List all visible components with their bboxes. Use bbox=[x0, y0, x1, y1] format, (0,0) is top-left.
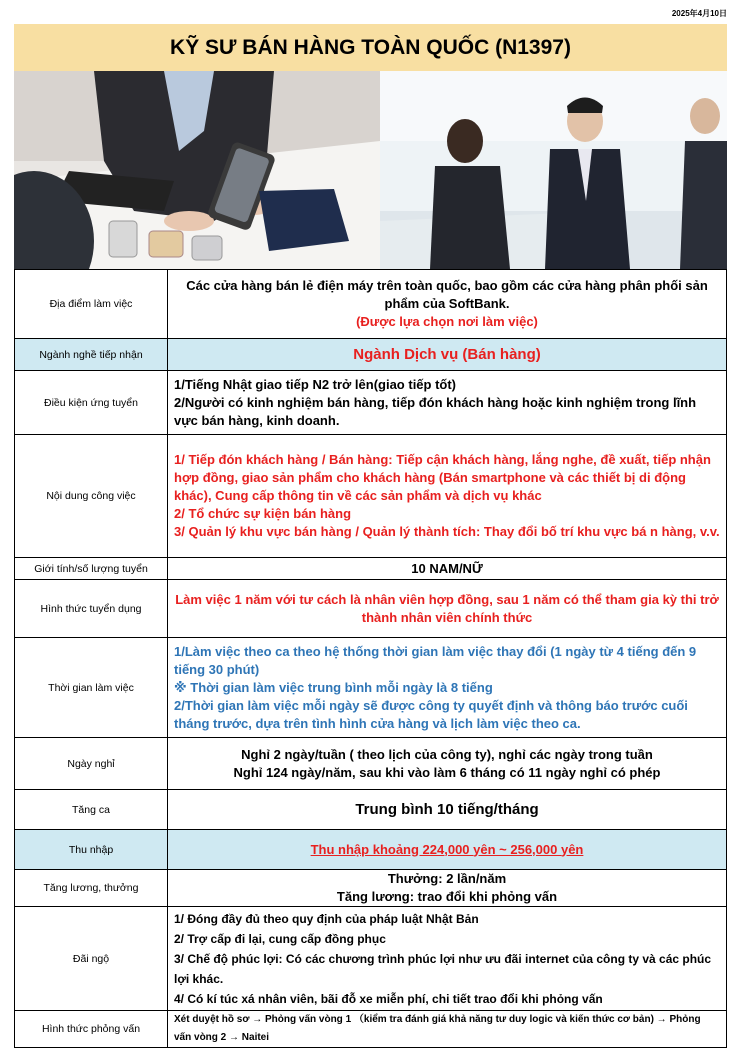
row-raise bbox=[15, 870, 727, 907]
label-hours: Thời gian làm việc bbox=[15, 638, 168, 738]
label-raise: Tăng lương, thưởng bbox=[15, 870, 168, 907]
value-raise: Thưởng: 2 lần/năm Tăng lương: trao đổi khi phỏng vấn bbox=[168, 870, 727, 907]
row-income bbox=[15, 830, 727, 870]
row-duties bbox=[15, 435, 727, 558]
row-holidays bbox=[15, 738, 727, 790]
value-holidays: Nghỉ 2 ngày/tuần ( theo lịch của công ty), nghỉ các ngày trong tuần Nghỉ 124 ngày/năm, sau khi vào làm 6 tháng có 11 ngày nghỉ có phép bbox=[168, 738, 727, 790]
label-industry: Ngành nghề tiếp nhận bbox=[15, 339, 168, 371]
value-industry: Ngành Dịch vụ (Bán hàng) bbox=[168, 339, 727, 371]
value-overtime: Trung bình 10 tiếng/tháng bbox=[168, 790, 727, 830]
label-interview: Hình thức phỏng vấn bbox=[15, 1011, 168, 1048]
value-income: Thu nhập khoảng 224,000 yên ~ 256,000 yên bbox=[168, 830, 727, 870]
label-overtime: Tăng ca bbox=[15, 790, 168, 830]
row-overtime bbox=[15, 790, 727, 830]
label-requirements: Điều kiện ứng tuyển bbox=[15, 371, 168, 435]
document-date: 2025年4月10日 bbox=[671, 9, 727, 18]
row-gender bbox=[15, 558, 727, 580]
row-benefits bbox=[15, 907, 727, 1011]
label-gender: Giới tính/số lượng tuyển bbox=[15, 558, 168, 580]
value-hiring: Làm việc 1 năm với tư cách là nhân viên hợp đồng, sau 1 năm có thể tham gia kỳ thi trở thành nhân viên chính thức bbox=[168, 580, 727, 638]
job-info-table bbox=[14, 269, 727, 1048]
value-interview: Xét duyệt hồ sơ → Phỏng vấn vòng 1 （kiểm tra đánh giá khả năng tư duy logic và kiến thức cơ bản) → Phỏng vấn vòng 2 → Naitei bbox=[168, 1011, 727, 1048]
row-industry bbox=[15, 339, 727, 371]
row-location bbox=[15, 270, 727, 339]
label-duties: Nội dung công việc bbox=[15, 435, 168, 558]
row-hiring bbox=[15, 580, 727, 638]
label-benefits: Đãi ngộ bbox=[15, 907, 168, 1011]
row-interview bbox=[15, 1011, 727, 1048]
value-location: Các cửa hàng bán lẻ điện máy trên toàn quốc, bao gồm các cửa hàng phân phối sản phẩm của SoftBank. (Được lựa chọn nơi làm việc) bbox=[168, 270, 727, 339]
photo-phone-demo bbox=[14, 71, 380, 269]
photo-shop-meeting bbox=[380, 71, 727, 269]
value-gender: 10 NAM/NỮ bbox=[168, 558, 727, 580]
row-requirements bbox=[15, 371, 727, 435]
page-title: KỸ SƯ BÁN HÀNG TOÀN QUỐC (N1397) bbox=[14, 24, 727, 71]
value-requirements: 1/Tiếng Nhật giao tiếp N2 trở lên(giao tiếp tốt) 2/Người có kinh nghiệm bán hàng, tiếp đón khách hàng hoặc kinh nghiệm trong lĩnh vực bán hàng, kinh doanh. bbox=[168, 371, 727, 435]
value-hours: 1/Làm việc theo ca theo hệ thống thời gian làm việc thay đổi (1 ngày từ 4 tiếng đến 9 tiếng 30 phút) ※ Thời gian làm việc trung bình mỗi ngày là 8 tiếng 2/Thời gian làm việc mỗi ngày sẽ được công ty quyết định và thông báo trước cuối tháng trước, dựa trên tình hình cửa hàng và lịch làm việc theo ca. bbox=[168, 638, 727, 738]
value-benefits: 1/ Đóng đầy đủ theo quy định của pháp luật Nhật Bản 2/ Trợ cấp đi lại, cung cấp đồng phục 3/ Chế độ phúc lợi: Có các chương trình phúc lợi như ưu đãi internet của công ty và các phúc lợi khác. 4/ Có kí túc xá nhân viên, bãi đỗ xe miễn phí, chi tiết trao đổi khi phỏng vấn bbox=[168, 907, 727, 1011]
label-location: Địa điểm làm việc bbox=[15, 270, 168, 339]
header-photos bbox=[14, 71, 727, 269]
value-duties: 1/ Tiếp đón khách hàng / Bán hàng: Tiếp cận khách hàng, lắng nghe, đề xuất, tiếp nhận hợp đồng, giao sản phẩm cho khách hàng (Bán smartphone và các thiết bị di động khác), Cung cấp thông tin về các sản phẩm và dịch vụ khác 2/ Tổ chức sự kiện bán hàng 3/ Quản lý khu vực bán hàng / Quản lý thành tích: Thay đổi bố trí khu vực bá n hàng, v.v. bbox=[168, 435, 727, 558]
label-income: Thu nhập bbox=[15, 830, 168, 870]
label-hiring: Hình thức tuyển dụng bbox=[15, 580, 168, 638]
row-hours bbox=[15, 638, 727, 738]
label-holidays: Ngày nghỉ bbox=[15, 738, 168, 790]
